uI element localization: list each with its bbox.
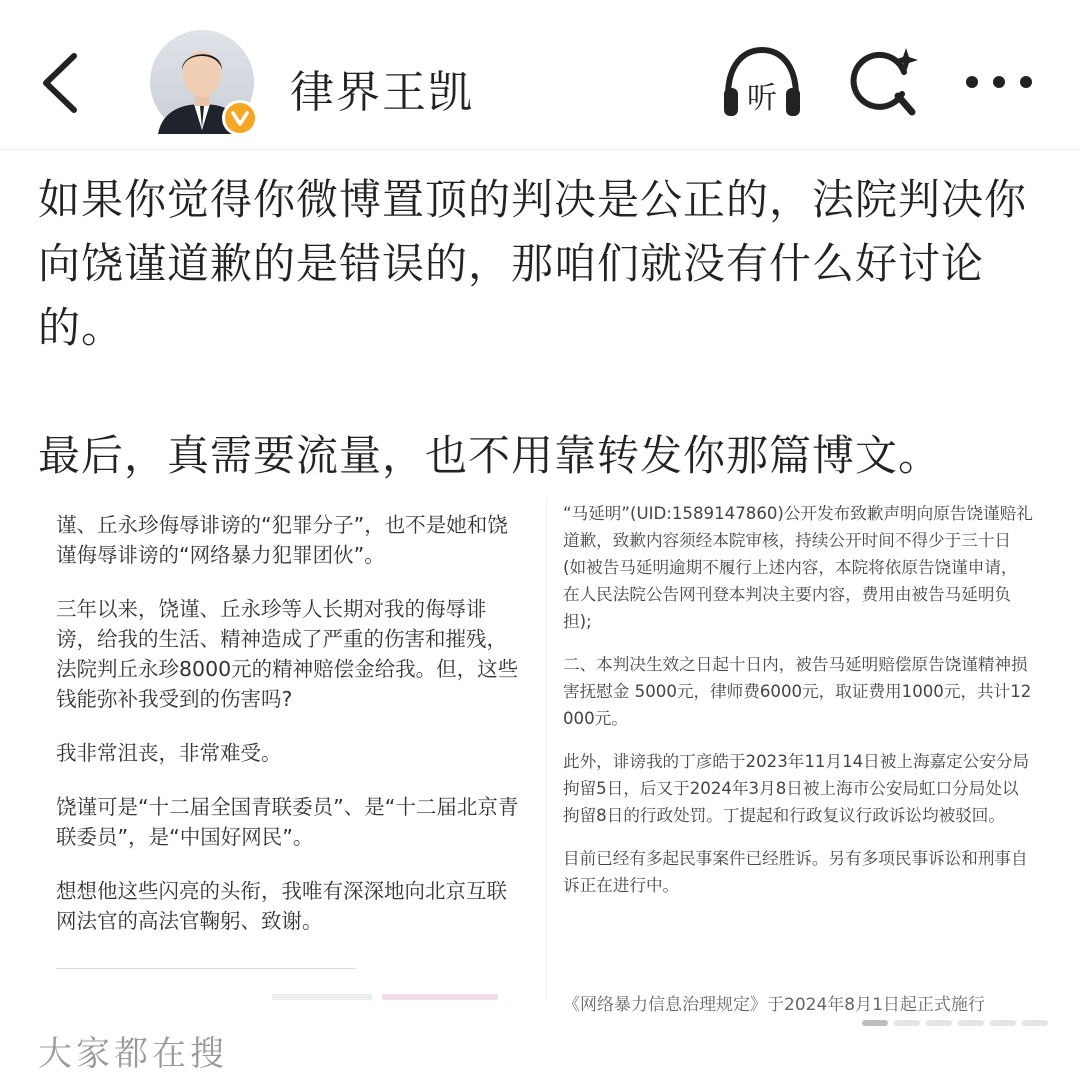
image-paragraph: “马延明”(UID:1589147860)公开发布致歉声明向原告饶谨赔礼道歉，致歉内容须经本院审核，持续公开时间不得少于三十日(如被告马延明逾期不履行上述内容，本院将依原告饶谨申请，在人民法院公告网刊登本判决主要内容，费用由被告马延明负担); — [563, 504, 1033, 631]
post-image-left[interactable] — [40, 498, 538, 1000]
search-button[interactable] — [846, 44, 924, 122]
image-paragraph: 三年以来，饶谨、丘永珍等人长期对我的侮辱诽谤，给我的生活、精神造成了严重的伤害和摧残，法院判丘永珍8000元的精神赔偿金给我。但，这些钱能弥补我受到的伤害吗? — [56, 597, 519, 711]
pager-dot — [990, 1020, 1016, 1026]
pager-dot — [958, 1020, 984, 1026]
image-text — [563, 500, 1033, 915]
search-sparkle-icon — [846, 44, 924, 122]
post-paragraph: 最后，真需要流量，也不用靠转发你那篇博文。 — [38, 431, 942, 480]
listen-button[interactable] — [720, 44, 804, 122]
back-button[interactable] — [34, 48, 94, 118]
image-paragraph: 饶谨可是“十二届全国青联委员”、是“十二届北京青联委员”，是“中国好网民”。 — [56, 795, 519, 849]
more-dots-icon — [962, 62, 1036, 102]
user-avatar[interactable] — [150, 30, 258, 138]
user-name[interactable]: 律界王凯 — [290, 67, 474, 118]
pager-dot — [894, 1020, 920, 1026]
back-arrow-icon — [34, 48, 94, 118]
headphones-icon — [720, 44, 804, 122]
more-button[interactable] — [962, 62, 1036, 102]
post-text — [38, 168, 1048, 488]
pager-dot — [1022, 1020, 1048, 1026]
post-image-right[interactable] — [546, 498, 1046, 1015]
decor-strip — [272, 994, 372, 1000]
top-bar — [0, 0, 1080, 150]
image-paragraph: 目前已经有多起民事案件已经胜诉。另有多项民事诉讼和刑事自诉正在进行中。 — [563, 849, 1028, 895]
hot-search-heading: 大家都在搜 — [38, 1034, 228, 1074]
image-paragraph: 想想他这些闪亮的头衔，我唯有深深地向北京互联网法官的高法官鞠躬、致谢。 — [56, 879, 507, 933]
image-paragraph: 谨、丘永珍侮辱诽谤的“犯罪分子”，也不是她和饶谨侮辱诽谤的“网络暴力犯罪团伙”。 — [56, 513, 508, 567]
image-paragraph: 二、本判决生效之日起十日内，被告马延明赔偿原告饶谨精神损害抚慰金 5000元，律师费6000元，取证费用1000元，共计12 000元。 — [563, 655, 1032, 728]
post-paragraph: 如果你觉得你微博置顶的判决是公正的，法院判决你向饶谨道歉的是错误的，那咱们就没有什么好讨论的。 — [38, 175, 1028, 352]
divider — [56, 968, 356, 969]
image-paragraph: 此外，诽谤我的丁彦皓于2023年11月14日被上海嘉定公安分局拘留5日，后又于2024年3月8日被上海市公安局虹口分局处以拘留8日的行政处罚。丁提起和行政复议行政诉讼均被驳回。 — [563, 752, 1030, 825]
decor-strip — [382, 994, 498, 1000]
image-text — [56, 510, 526, 960]
pager-dot — [926, 1020, 952, 1026]
svg-text:听: 听 — [747, 81, 777, 116]
image-cutoff-line: 《网络暴力信息治理规定》于2024年8月1日起正式施行 — [563, 995, 985, 1015]
pager-dot-active — [862, 1020, 888, 1026]
image-paragraph: 我非常沮丧，非常难受。 — [56, 741, 282, 765]
verified-badge-icon — [222, 100, 258, 136]
